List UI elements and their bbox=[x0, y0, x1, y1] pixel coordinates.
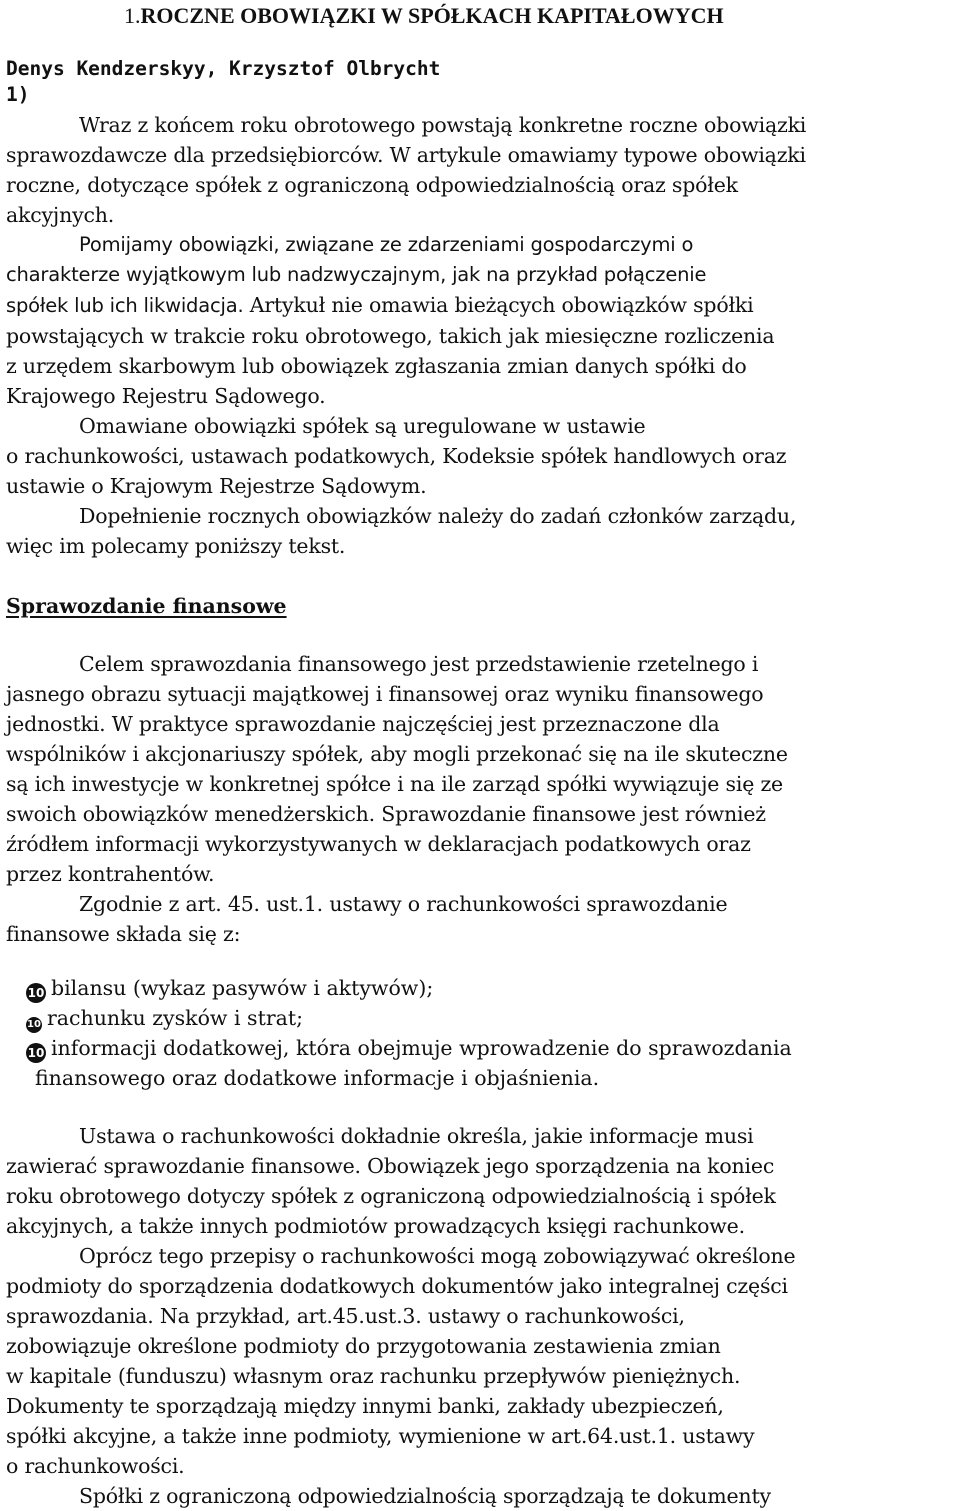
text-line: źródłem informacji wykorzystywanych w deklaracjach podatkowych oraz bbox=[6, 832, 751, 856]
text-line: podmioty do sporządzenia dodatkowych dokumentów jako integralnej części bbox=[6, 1274, 788, 1298]
text-line: Omawiane obowiązki spółek są uregulowane w ustawie bbox=[79, 414, 646, 438]
text-line: przez kontrahentów. bbox=[6, 862, 215, 886]
numbered-bullet-icon: 10 bbox=[26, 983, 46, 1003]
paragraph-regulations bbox=[6, 411, 954, 501]
list-item-text: bilansu (wykaz pasywów i aktywów); bbox=[51, 976, 434, 1000]
text-line: charakterze wyjątkowym lub nadzwyczajnym, jak na przykład połączenie bbox=[6, 263, 707, 286]
list-item-text: informacji dodatkowej, która obejmuje wprowadzenie do sprawozdania bbox=[51, 1036, 792, 1060]
text-line: o rachunkowości, ustawach podatkowych, Kodeksie spółek handlowych oraz bbox=[6, 444, 787, 468]
title-text: ROCZNE OBOWIĄZKI W SPÓŁKACH KAPITAŁOWYCH bbox=[140, 3, 724, 28]
text-line: zobowiązuje określone podmioty do przygotowania zestawienia zmian bbox=[6, 1334, 721, 1358]
list-item bbox=[26, 973, 954, 1003]
paragraph-act bbox=[6, 1121, 954, 1241]
text-line: o rachunkowości. bbox=[6, 1454, 185, 1478]
text-line: więc im polecamy poniższy tekst. bbox=[6, 534, 346, 558]
text-line: powstających w trakcie roku obrotowego, takich jak miesięczne rozliczenia bbox=[6, 324, 775, 348]
text-line: Dopełnienie rocznych obowiązków należy do zadań członków zarządu, bbox=[79, 504, 797, 528]
list-item bbox=[26, 1033, 954, 1063]
numbered-bullet-icon: 10 bbox=[26, 1017, 42, 1033]
text-line: Wraz z końcem roku obrotowego powstają konkretne roczne obowiązki bbox=[79, 113, 807, 137]
text-fragment: spółek lub ich likwidacja. bbox=[6, 294, 244, 317]
page-title bbox=[124, 2, 954, 30]
text-line: Krajowego Rejestru Sądowego. bbox=[6, 384, 326, 408]
text-line: Pomijamy obowiązki, związane ze zdarzeniami gospodarczymi o bbox=[79, 233, 694, 256]
section-heading: Sprawozdanie finansowe bbox=[6, 594, 287, 618]
authors-line: Denys Kendzerskyy, Krzysztof Olbrycht bbox=[6, 57, 441, 80]
text-line: finansowe składa się z: bbox=[6, 922, 241, 946]
text-line: Dokumenty te sporządzają między innymi banki, zakłady ubezpieczeń, bbox=[6, 1394, 724, 1418]
paragraph-art45 bbox=[6, 889, 954, 949]
text-line: spółki akcyjne, a także inne podmioty, wymienione w art.64.ust.1. ustawy bbox=[6, 1424, 755, 1448]
paragraph-scope bbox=[6, 230, 954, 411]
text-line: roku obrotowego dotyczy spółek z ograniczoną odpowiedzialnością i spółek bbox=[6, 1184, 776, 1208]
text-line: jednostki. W praktyce sprawozdanie najczęściej jest przeznaczone dla bbox=[6, 712, 720, 736]
text-line: Spółki z ograniczoną odpowiedzialnością sporządzają te dokumenty bbox=[79, 1484, 771, 1508]
title-number: 1. bbox=[124, 3, 141, 28]
text-line: sprawozdania. Na przykład, art.45.ust.3. ustawy o rachunkowości, bbox=[6, 1304, 685, 1328]
text-line: roczne, dotyczące spółek z ograniczoną odpowiedzialnością oraz spółek bbox=[6, 173, 738, 197]
list-item-continuation: finansowego oraz dodatkowe informacje i objaśnienia. bbox=[35, 1066, 600, 1090]
text-line: są ich inwestycje w konkretnej spółce i na ile zarząd spółki wywiązuje się ze bbox=[6, 772, 783, 796]
text-fragment: Artykuł nie omawia bieżących obowiązków spółki bbox=[243, 293, 754, 317]
paragraph-board bbox=[6, 501, 954, 561]
text-line: Ustawa o rachunkowości dokładnie określa, jakie informacje musi bbox=[79, 1124, 754, 1148]
text-line: Celem sprawozdania finansowego jest przedstawienie rzetelnego i bbox=[79, 652, 759, 676]
text-line: akcyjnych, a także innych podmiotów prowadzących księgi rachunkowe. bbox=[6, 1214, 745, 1238]
text-line: Zgodnie z art. 45. ust.1. ustawy o rachunkowości sprawozdanie bbox=[79, 892, 728, 916]
text-line: w kapitale (funduszu) własnym oraz rachunku przepływów pieniężnych. bbox=[6, 1364, 741, 1388]
paragraph-purpose bbox=[6, 649, 954, 889]
paragraph-intro bbox=[6, 110, 954, 230]
text-line: sprawozdawcze dla przedsiębiorców. W artykule omawiamy typowe obowiązki bbox=[6, 143, 806, 167]
list-item-text: rachunku zysków i strat; bbox=[47, 1006, 303, 1030]
paragraph-llc bbox=[6, 1481, 954, 1511]
text-line: ustawie o Krajowym Rejestrze Sądowym. bbox=[6, 474, 427, 498]
text-line: z urzędem skarbowym lub obowiązek zgłaszania zmian danych spółki do bbox=[6, 354, 747, 378]
text-line: akcyjnych. bbox=[6, 203, 115, 227]
text-line: zawierać sprawozdanie finansowe. Obowiązek jego sporządzenia na koniec bbox=[6, 1154, 775, 1178]
list-item bbox=[26, 1003, 954, 1033]
intro-marker: 1) bbox=[6, 83, 30, 106]
components-list bbox=[26, 973, 954, 1093]
document-page bbox=[6, 0, 954, 1511]
numbered-bullet-icon: 10 bbox=[26, 1043, 46, 1063]
text-line-mixed bbox=[6, 290, 954, 321]
text-line: swoich obowiązków menedżerskich. Sprawozdanie finansowe jest również bbox=[6, 802, 766, 826]
text-line: wspólników i akcjonariuszy spółek, aby mogli przekonać się na ile skuteczne bbox=[6, 742, 788, 766]
paragraph-additional bbox=[6, 1241, 954, 1481]
text-line: Oprócz tego przepisy o rachunkowości mogą zobowiązywać określone bbox=[79, 1244, 796, 1268]
text-line: jasnego obrazu sytuacji majątkowej i finansowej oraz wyniku finansowego bbox=[6, 682, 764, 706]
